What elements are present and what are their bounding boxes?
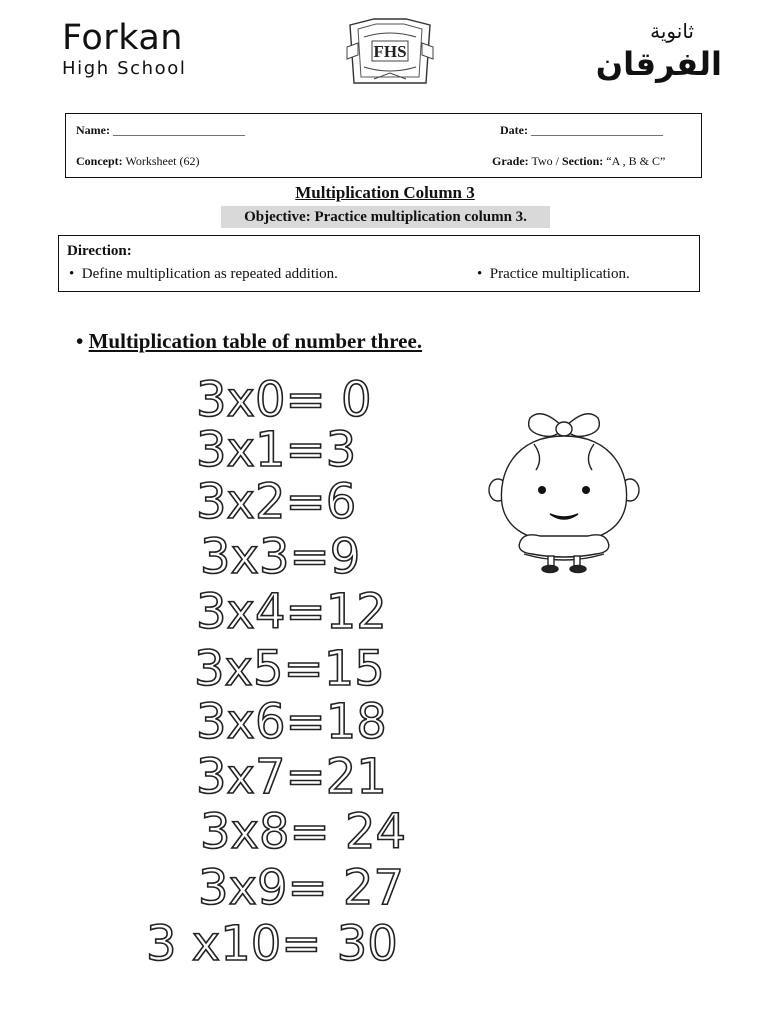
direction-item: • Define multiplication as repeated addition.	[69, 266, 338, 282]
name-label: Name:	[76, 123, 110, 137]
concept-value: Worksheet (62)	[125, 154, 200, 168]
section-heading-text: Multiplication table of number three.	[88, 329, 423, 353]
school-name-en: Forkan	[62, 18, 183, 58]
name-blank: ______________________	[112, 123, 245, 137]
crest-letters: FHS	[373, 42, 407, 61]
table-row: 3x5=15	[194, 641, 385, 697]
table-row: 3x9= 27	[198, 860, 405, 916]
date-label: Date:	[500, 123, 528, 137]
table-row: 3 x10= 30	[146, 916, 398, 972]
table-row: 3x1=3	[196, 422, 357, 478]
objective: Objective: Practice multiplication column 3.	[221, 206, 550, 228]
direction-item: • Practice multiplication.	[477, 266, 630, 282]
table-row: 3x8= 24	[200, 804, 407, 860]
table-row: 3x0= 0	[196, 372, 372, 428]
school-name-ar-line1: ثانوية	[650, 19, 694, 43]
concept-label: Concept:	[76, 154, 123, 168]
cartoon-girl-icon	[484, 404, 644, 576]
school-subtitle-en: High School	[62, 58, 187, 79]
grade-label: Grade:	[492, 154, 529, 168]
grade-value: Two /	[531, 154, 559, 168]
date-blank: ______________________	[530, 123, 663, 137]
table-row: 3x3=9	[200, 529, 361, 585]
bullet: •	[477, 266, 483, 282]
direction-heading: Direction:	[67, 243, 132, 259]
table-row: 3x2=6	[196, 474, 357, 530]
school-name-ar-line2: الفرقان	[595, 45, 722, 83]
bullet: •	[76, 329, 84, 353]
table-row: 3x4=12	[196, 584, 387, 640]
worksheet-title: Multiplication Column 3	[295, 183, 475, 202]
table-row: 3x7=21	[196, 749, 387, 805]
table-row: 3x6=18	[196, 694, 387, 750]
bullet: •	[69, 266, 75, 282]
section-value: “A , B & C”	[606, 154, 666, 168]
section-label: Section:	[561, 154, 604, 168]
